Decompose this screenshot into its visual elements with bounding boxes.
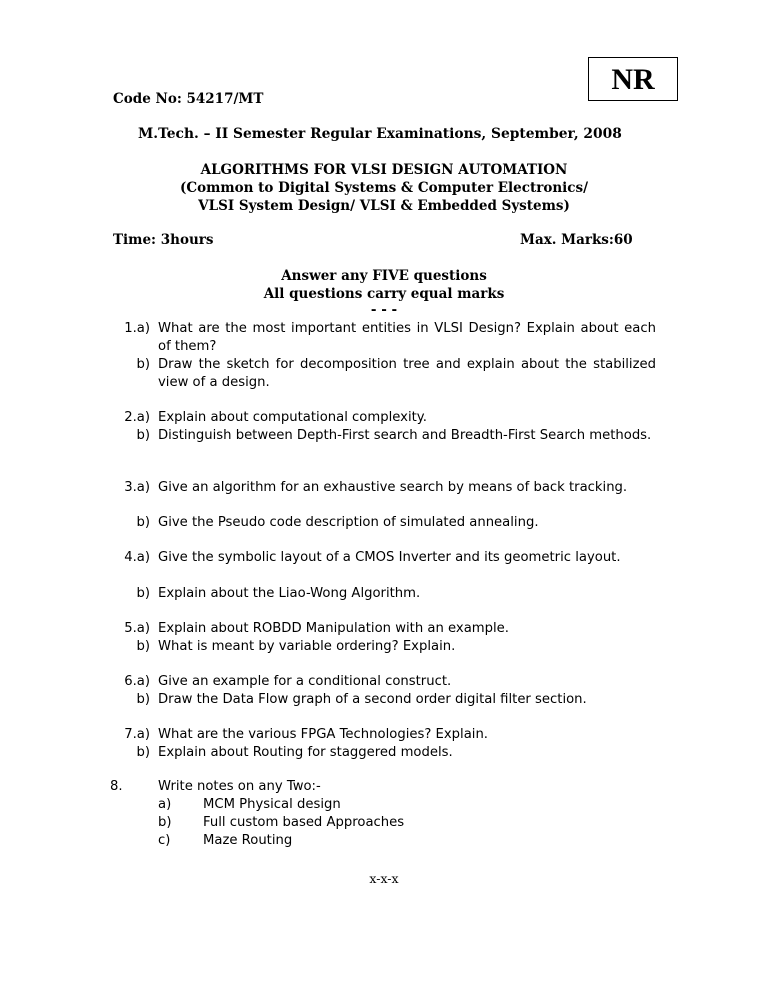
question-part-label: b) xyxy=(136,428,150,443)
q8-item-label: a) xyxy=(158,797,172,812)
q8-item-text: Full custom based Approaches xyxy=(203,815,405,830)
exam-title: M.Tech. – II Semester Regular Examinations, September, 2008 xyxy=(138,126,622,142)
question-part-label: b) xyxy=(136,745,150,760)
q8-item-text: MCM Physical design xyxy=(203,797,341,812)
question-part-text: Explain about Routing for staggered models. xyxy=(158,745,453,760)
separator: - - - xyxy=(370,302,398,318)
question-part-text: Draw the sketch for decomposition tree and explain about the stabilized view of a design. xyxy=(158,357,656,390)
question-part-label: b) xyxy=(136,586,150,601)
question-part-label: 6.a) xyxy=(124,674,150,689)
question-part-text: What is meant by variable ordering? Explain. xyxy=(158,639,456,654)
instruction-1: Answer any FIVE questions xyxy=(281,268,487,284)
question-part-text: Give an example for a conditional construct. xyxy=(158,674,452,689)
question-8-text: Write notes on any Two:- xyxy=(158,779,321,794)
question-part-text: Draw the Data Flow graph of a second order digital filter section. xyxy=(158,692,587,707)
question-part-text: What are the most important entities in VLSI Design? Explain about each of them? xyxy=(158,321,656,354)
question-part-label: 3.a) xyxy=(124,480,150,495)
nr-badge: NR xyxy=(588,57,678,101)
question-part-text: Explain about the Liao-Wong Algorithm. xyxy=(158,586,421,601)
question-part-label: b) xyxy=(136,692,150,707)
max-marks-label: Max. Marks:60 xyxy=(520,232,633,248)
subject-title: ALGORITHMS FOR VLSI DESIGN AUTOMATION xyxy=(200,162,568,178)
question-part-label: b) xyxy=(136,357,150,372)
question-part-label: 5.a) xyxy=(124,621,150,636)
instruction-2: All questions carry equal marks xyxy=(263,286,505,302)
code-number: Code No: 54217/MT xyxy=(113,91,264,107)
question-part-text: Give the symbolic layout of a CMOS Inverter and its geometric layout. xyxy=(158,550,621,565)
q8-item-text: Maze Routing xyxy=(203,833,293,848)
question-part-text: Distinguish between Depth-First search and Breadth-First Search methods. xyxy=(158,428,652,443)
question-part-label: 7.a) xyxy=(124,727,150,742)
question-part-text: What are the various FPGA Technologies? Explain. xyxy=(158,727,488,742)
q8-item-label: b) xyxy=(158,815,172,830)
question-part-label: 4.a) xyxy=(124,550,150,565)
question-part-label: 1.a) xyxy=(124,321,150,336)
question-8-label: 8. xyxy=(110,779,123,794)
question-part-text: Explain about computational complexity. xyxy=(158,410,427,425)
question-part-label: b) xyxy=(136,515,150,530)
footer-end-mark: x-x-x xyxy=(369,871,399,886)
common-line-2: VLSI System Design/ VLSI & Embedded Systems) xyxy=(198,198,570,214)
time-label: Time: 3hours xyxy=(113,232,214,248)
common-line-1: (Common to Digital Systems & Computer Electronics/ xyxy=(179,180,589,196)
question-part-text: Give the Pseudo code description of simulated annealing. xyxy=(158,515,539,530)
question-part-label: 2.a) xyxy=(124,410,150,425)
q8-item-label: c) xyxy=(158,833,171,848)
question-part-text: Explain about ROBDD Manipulation with an example. xyxy=(158,621,509,636)
question-part-text: Give an algorithm for an exhaustive search by means of back tracking. xyxy=(158,480,628,495)
question-part-label: b) xyxy=(136,639,150,654)
